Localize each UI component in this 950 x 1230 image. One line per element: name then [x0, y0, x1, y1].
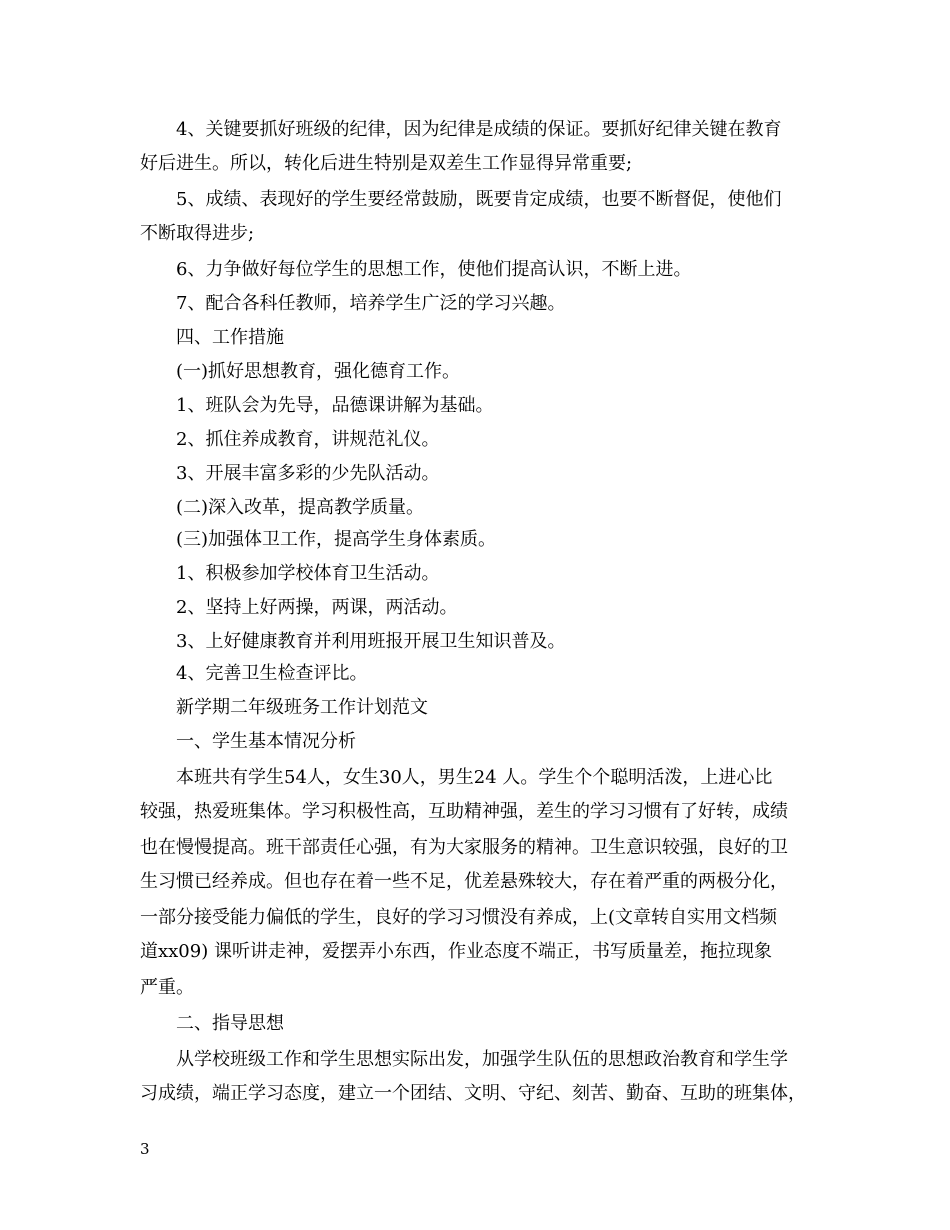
text-line: 不断取得进步;	[140, 223, 255, 244]
text-line: 本班共有学生54人，女生30人，男生24 人。学生个个聪明活泼，上进心比	[176, 767, 773, 788]
document-title: 新学期二年级班务工作计划范文	[176, 697, 428, 718]
text-line: 7、配合各科任教师，培养学生广泛的学习兴趣。	[176, 293, 566, 314]
text-line: (三)加强体卫工作，提高学生身体素质。	[176, 529, 497, 550]
text-line: 3、开展丰富多彩的少先队活动。	[176, 463, 440, 484]
text-line: 严重。	[140, 977, 194, 998]
page-number: 3	[140, 1140, 150, 1158]
text-line: (一)抓好思想教育，强化德育工作。	[176, 361, 461, 382]
section-heading: 一、学生基本情况分析	[176, 731, 356, 752]
text-line: 4、关键要抓好班级的纪律，因为纪律是成绩的保证。要抓好纪律关键在教育	[176, 119, 782, 140]
text-line: 从学校班级工作和学生思想实际出发，加强学生队伍的思想政治教育和学生学	[176, 1049, 788, 1070]
text-line: 2、坚持上好两操，两课，两活动。	[176, 597, 458, 618]
text-line: 1、积极参加学校体育卫生活动。	[176, 563, 440, 584]
section-heading: 二、指导思想	[176, 1013, 284, 1034]
text-line: 也在慢慢提高。班干部责任心强，有为大家服务的精神。卫生意识较强，良好的卫	[140, 837, 788, 858]
text-line: 习成绩，端正学习态度，建立一个团结、文明、守纪、刻苦、勤奋、互助的班集体，	[140, 1083, 806, 1104]
text-line: 5、成绩、表现好的学生要经常鼓励，既要肯定成绩，也要不断督促，使他们	[176, 189, 782, 210]
text-line: (二)深入改革，提高教学质量。	[176, 497, 425, 518]
text-line: 生习惯已经养成。但也存在着一些不足，优差悬殊较大，存在着严重的两极分化，	[140, 871, 788, 892]
text-line: 6、力争做好每位学生的思想工作，使他们提高认识，不断上进。	[176, 259, 692, 280]
text-line: 3、上好健康教育并利用班报开展卫生知识普及。	[176, 631, 566, 652]
text-line: 一部分接受能力偏低的学生，良好的学习习惯没有养成，上(文章转自实用文档频	[140, 907, 778, 928]
text-line: 2、抓住养成教育，讲规范礼仪。	[176, 429, 440, 450]
text-line: 4、完善卫生检查评比。	[176, 663, 368, 684]
text-line: 道xx09) 课听讲走神，爱摆弄小东西，作业态度不端正，书写质量差，拖拉现象	[140, 941, 772, 962]
text-line: 1、班队会为先导，品德课讲解为基础。	[176, 395, 494, 416]
text-line: 好后进生。所以，转化后进生特别是双差生工作显得异常重要;	[140, 153, 633, 174]
text-line: 较强，热爱班集体。学习积极性高，互助精神强，差生的学习习惯有了好转，成绩	[140, 801, 788, 822]
section-heading: 四、工作措施	[176, 327, 284, 348]
